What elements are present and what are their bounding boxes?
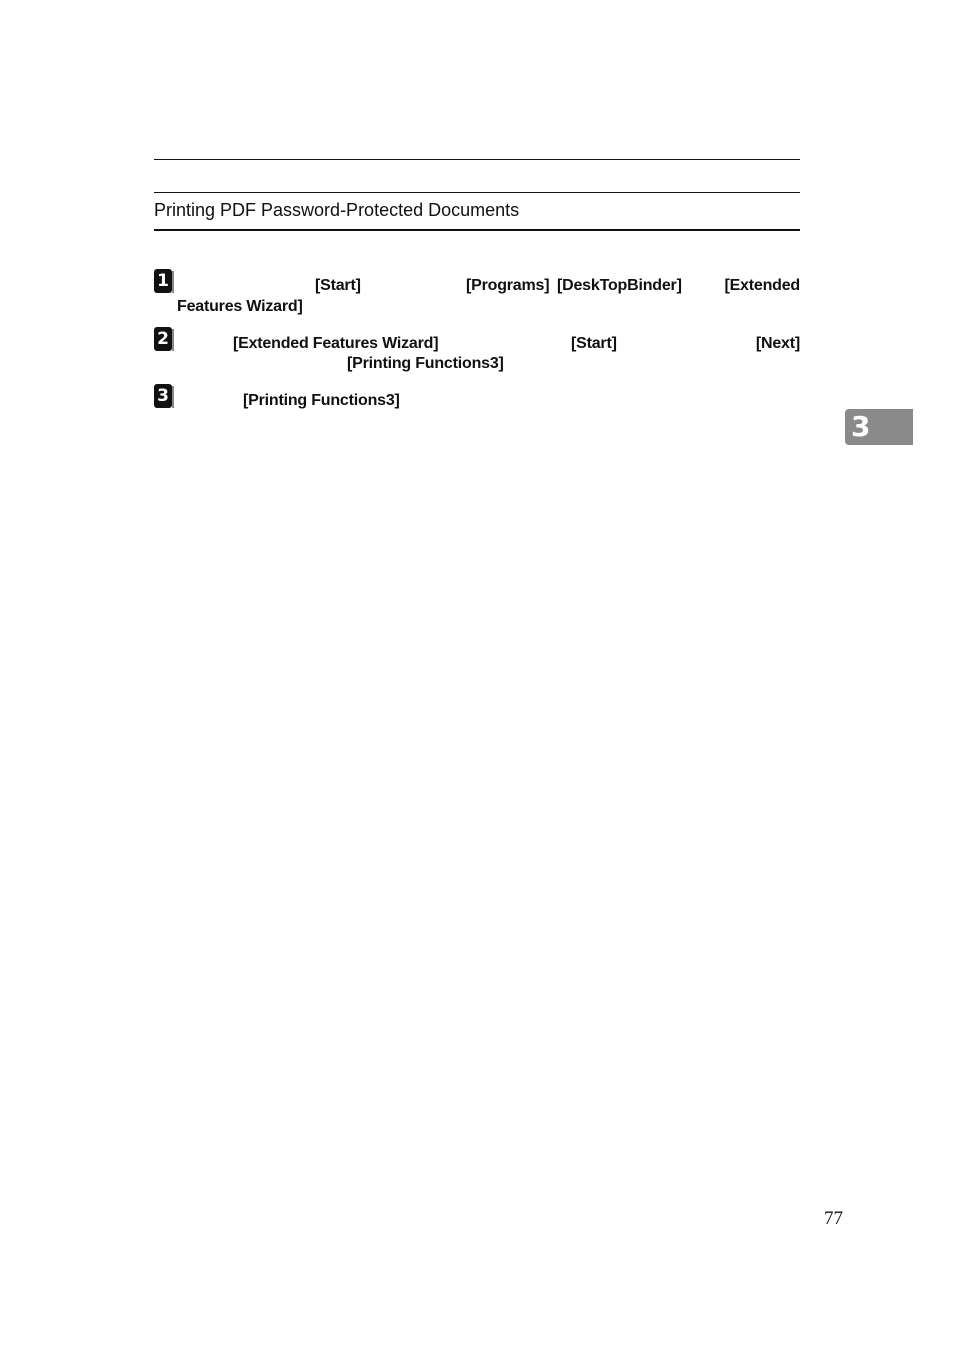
header-rule-bottom [154, 229, 800, 231]
chapter-tab [845, 409, 913, 445]
header-rule-top [154, 159, 800, 160]
section-title: Printing PDF Password-Protected Documents [154, 200, 520, 220]
step-2-keyword-printing-functions3: [Printing Functions3] [347, 355, 504, 372]
step-1-keyword-start: [Start] [315, 277, 361, 294]
step-1-keyword-extended: [Extended [724, 277, 800, 294]
step-2-keyword-extended-features-wizard: [Extended Features Wizard] [233, 335, 439, 352]
header-rule-middle [154, 192, 800, 193]
step-1-keyword-features-wizard: Features Wizard] [177, 298, 303, 315]
step-1-keyword-desktopbinder: [DeskTopBinder] [557, 277, 682, 294]
step-3-keyword-printing-functions3: [Printing Functions3] [243, 392, 400, 409]
step-2-keyword-start: [Start] [571, 335, 617, 352]
step-2-keyword-next: [Next] [755, 335, 800, 352]
page-number: 77 [824, 1208, 843, 1229]
step-1-keyword-programs: [Programs] [466, 277, 550, 294]
step-number-3: 3 [154, 384, 172, 408]
chapter-number: 3 [851, 410, 871, 443]
step-number-2: 2 [154, 327, 172, 351]
step-number-1: 1 [154, 269, 172, 293]
